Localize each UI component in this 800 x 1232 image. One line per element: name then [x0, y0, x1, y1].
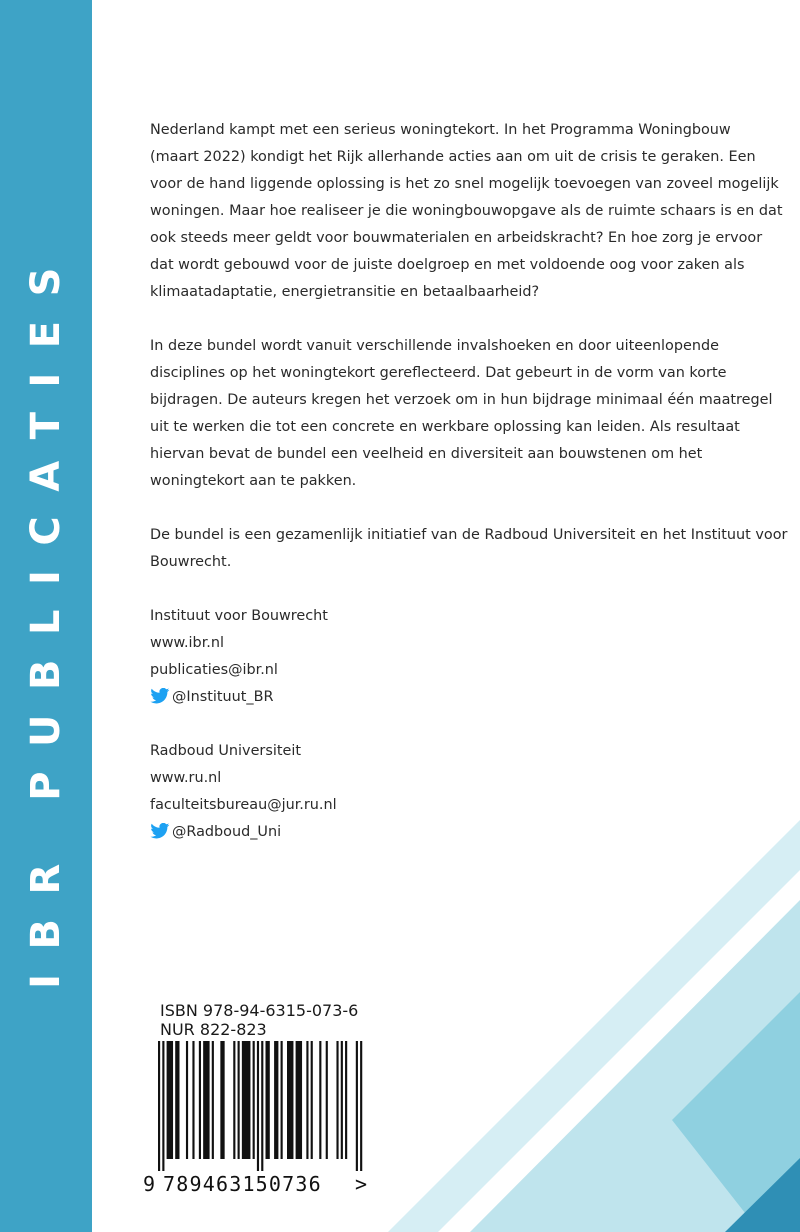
contact-ibr	[150, 603, 750, 711]
shape-dark-triangle	[725, 1158, 800, 1232]
barcode-bar	[253, 1041, 255, 1159]
barcode-bar	[296, 1041, 302, 1159]
barcode-guard-bar	[257, 1041, 259, 1171]
barcode-bar	[238, 1041, 240, 1159]
barcode-bar	[341, 1041, 343, 1159]
text-line: bijdragen. De auteurs kregen het verzoek om in hun bijdrage minimaal één maatregel	[150, 392, 773, 408]
text-line: ook steeds meer geldt voor bouwmaterialen en arbeidskracht? En hoe zorg je ervoor	[150, 230, 763, 246]
twitter-handle-text: @Radboud_Uni	[172, 824, 282, 840]
twitter-handle[interactable]	[150, 819, 750, 846]
barcode-bar	[345, 1041, 347, 1159]
series-label: IBR PUBLICATIES	[23, 243, 69, 989]
barcode-guard-bar	[158, 1041, 160, 1171]
barcode-bar	[326, 1041, 328, 1159]
barcode-guard-bar	[162, 1041, 164, 1171]
text-line: woningtekort aan te pakken.	[150, 473, 357, 489]
barcode-bar	[242, 1041, 251, 1159]
shape-mid-square	[672, 992, 800, 1232]
blurb-text	[150, 117, 788, 873]
paragraph-3	[150, 522, 788, 576]
barcode-bar	[336, 1041, 338, 1159]
barcode-image	[155, 1041, 365, 1173]
barcode-guard-bar	[261, 1041, 263, 1171]
text-line: De bundel is een gezamenlijk initiatief van de Radboud Universiteit en het Instituut voor	[150, 527, 788, 543]
isbn-number: ISBN 978-94-6315-073-6	[160, 1001, 359, 1020]
email-link[interactable]: publicaties@ibr.nl	[150, 662, 278, 678]
barcode-bar	[274, 1041, 278, 1159]
contact-name: Radboud Universiteit	[150, 743, 301, 759]
paragraph-1	[150, 117, 783, 306]
barcode-bar	[220, 1041, 224, 1159]
barcode-bar	[212, 1041, 214, 1159]
barcode-bar	[287, 1041, 293, 1159]
barcode-bar	[199, 1041, 201, 1159]
barcode-bar	[311, 1041, 313, 1159]
barcode-bar	[281, 1041, 283, 1159]
contact-name: Instituut voor Bouwrecht	[150, 608, 328, 624]
twitter-bird-icon	[150, 823, 170, 839]
barcode-bar	[167, 1041, 173, 1159]
series-band	[0, 0, 92, 1232]
text-line: (maart 2022) kondigt het Rijk allerhande acties aan om uit de crisis te geraken. Een	[150, 149, 756, 165]
barcode-bar	[186, 1041, 188, 1159]
text-line: klimaatadaptatie, energietransitie en betaalbaarheid?	[150, 284, 540, 300]
shape-light-band	[470, 900, 800, 1232]
barcode-bar	[233, 1041, 235, 1159]
text-line: voor de hand liggende oplossing is het zo snel mogelijk toevoegen van zoveel mogelijk	[150, 176, 779, 192]
twitter-handle-text: @Instituut_BR	[172, 689, 274, 705]
isbn-barcode-block	[141, 995, 381, 1205]
barcode-guard-bar	[356, 1041, 358, 1171]
barcode-bar	[319, 1041, 321, 1159]
email-link[interactable]: faculteitsbureau@jur.ru.nl	[150, 797, 337, 813]
barcode-bar	[306, 1041, 308, 1159]
barcode-lead-digit: 9	[143, 1172, 156, 1196]
website-link[interactable]: www.ru.nl	[150, 770, 222, 786]
text-line: hiervan bevat de bundel een veelheid en diversiteit aan bouwstenen om het	[150, 446, 703, 462]
text-line: Bouwrecht.	[150, 554, 232, 570]
barcode-bar	[203, 1041, 209, 1159]
website-link[interactable]: www.ibr.nl	[150, 635, 224, 651]
barcode-bar	[266, 1041, 270, 1159]
text-line: In deze bundel wordt vanuit verschillende invalshoeken en door uiteenlopende	[150, 338, 719, 354]
barcode-digits	[141, 1172, 381, 1198]
barcode-quiet-zone-marker: >	[355, 1172, 368, 1196]
text-line: uit te werken die tot een concrete en werkbare oplossing kan leiden. Als resultaat	[150, 419, 740, 435]
barcode-guard-bar	[360, 1041, 362, 1171]
barcode-number: 789463150736	[163, 1172, 322, 1196]
barcode-bar	[175, 1041, 179, 1159]
text-line: disciplines op het woningtekort gereflecteerd. Dat gebeurt in de vorm van korte	[150, 365, 727, 381]
text-line: Nederland kampt met een serieus woningtekort. In het Programma Woningbouw	[150, 122, 731, 138]
contact-radboud	[150, 738, 750, 846]
twitter-handle[interactable]	[150, 684, 750, 711]
twitter-bird-icon	[150, 688, 170, 704]
text-line: woningen. Maar hoe realiseer je die woningbouwopgave als de ruimte schaars is en dat	[150, 203, 783, 219]
nur-code: NUR 822-823	[160, 1020, 267, 1039]
text-line: dat wordt gebouwd voor de juiste doelgroep en met voldoende oog voor zaken als	[150, 257, 745, 273]
barcode-bar	[192, 1041, 194, 1159]
paragraph-2	[150, 333, 773, 495]
shape-light-stripe	[388, 820, 800, 1232]
